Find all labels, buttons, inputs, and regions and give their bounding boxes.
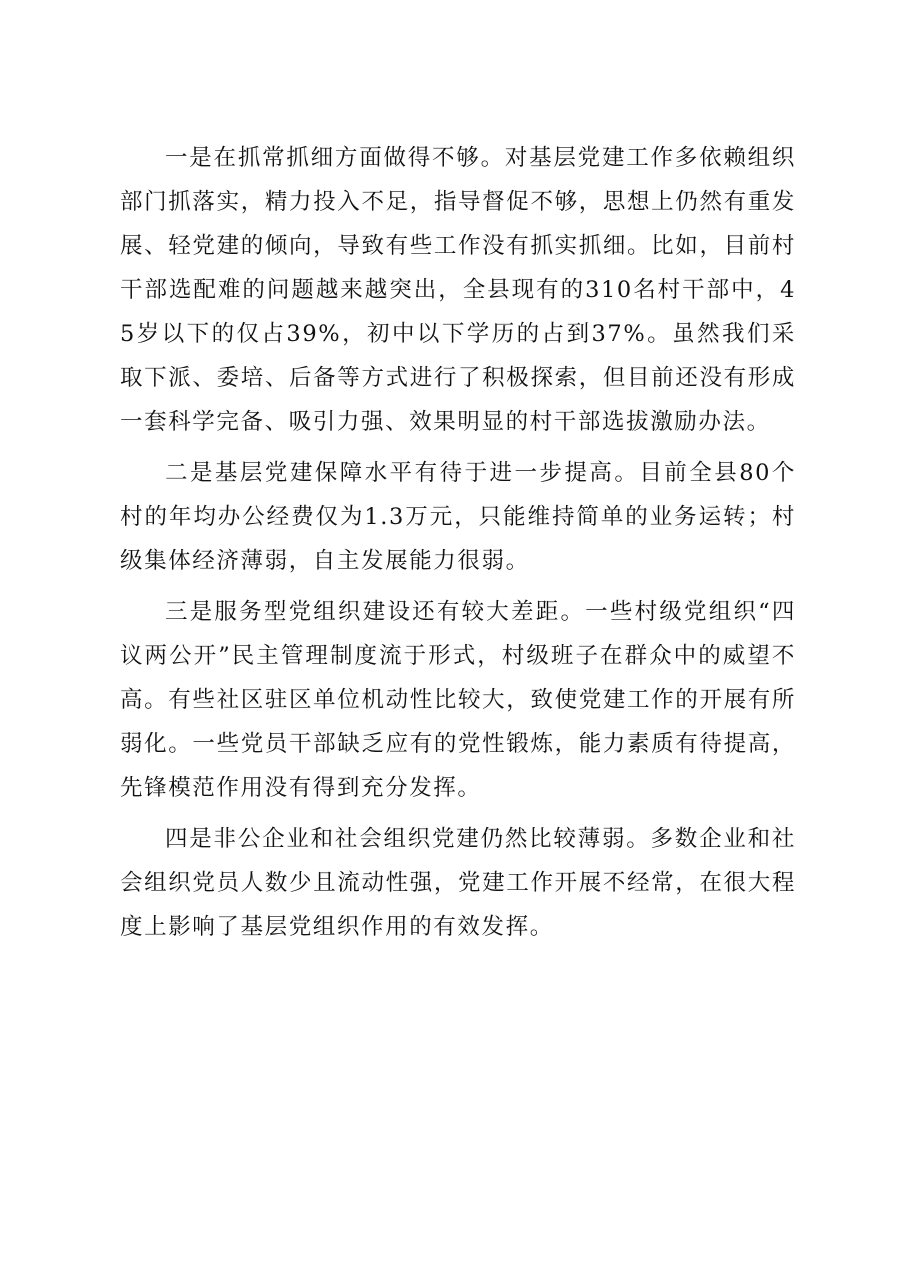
paragraph-3: 三是服务型党组织建设还有较大差距。一些村级党组织“四议两公开”民主管理制度流于形式，村级班子在群众中的威望不高。有些社区驻区单位机动性比较大，致使党建工作的开展有所弱化。一些党员干部缺乏应有的党性锻炼，能力素质有待提高，先锋模范作用没有得到充分发挥。 <box>120 599 796 801</box>
paragraph-1: 一是在抓常抓细方面做得不够。对基层党建工作多依赖组织部门抓落实，精力投入不足，指导督促不够，思想上仍然有重发展、轻党建的倾向，导致有些工作没有抓实抓细。比如，目前村干部选配难的问题越来越突出，全县现有的310名村干部中，45岁以下的仅占39%，初中以下学历的占到37%。虽然我们采取下派、委培、后备等方式进行了积极探索，但目前还没有形成一套科学完备、吸引力强、效果明显的村干部选拔激励办法。 <box>120 145 796 435</box>
paragraph-2: 二是基层党建保障水平有待于进一步提高。目前全县80个村的年均办公经费仅为1.3万元，只能维持简单的业务运转；村级集体经济薄弱，自主发展能力很弱。 <box>120 460 796 574</box>
paragraph-4: 四是非公企业和社会组织党建仍然比较薄弱。多数企业和社会组织党员人数少且流动性强，党建工作开展不经常，在很大程度上影响了基层党组织作用的有效发挥。 <box>120 826 796 940</box>
document-body <box>120 136 796 956</box>
